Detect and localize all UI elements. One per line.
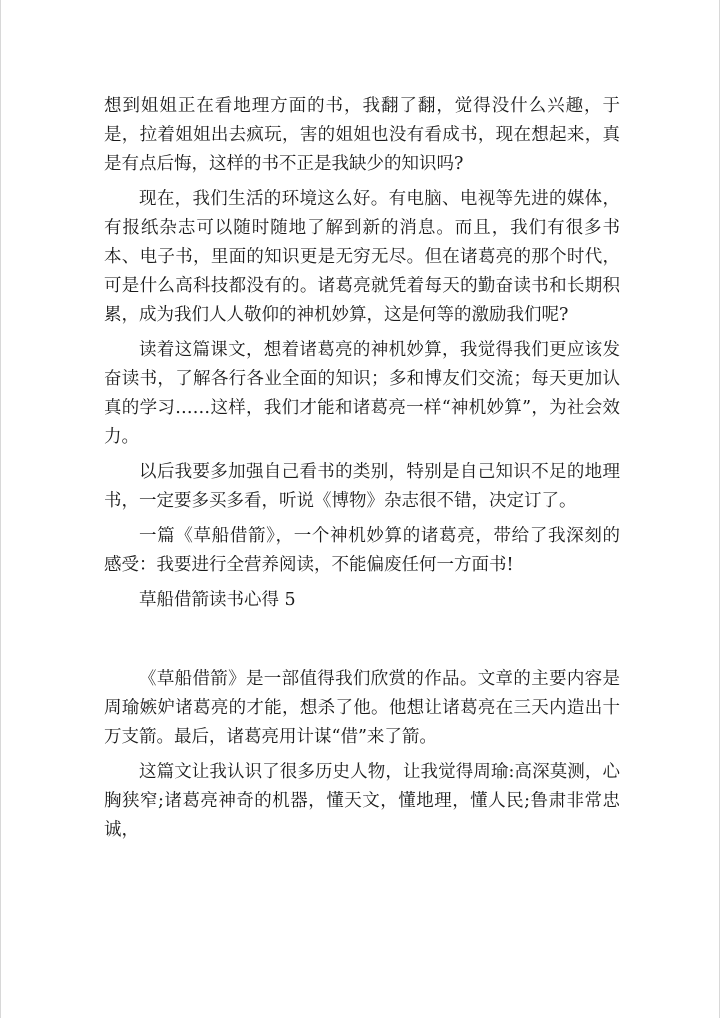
paragraph-2: 现在，我们生活的环境这么好。有电脑、电视等先进的媒体，有报纸杂志可以随时随地了解到新的消息。而且，我们有很多书本、电子书，里面的知识更是无穷无尽。但在诸葛亮的那个时代，可是什么高科技都没有的。诸葛亮就凭着每天的勤奋读书和长期积累，成为我们人人敬仰的神机妙算，这是何等的激励我们呢? (104, 189, 620, 325)
paragraph-7: 这篇文让我认识了很多历史人物，让我觉得周瑜:高深莫测，心胸狭窄;诸葛亮神奇的机器，懂天文，懂地理，懂人民;鲁肃非常忠诚， (104, 762, 620, 840)
section-heading: 草船借箭读书心得 5 (139, 590, 296, 610)
paragraph-4: 以后我要多加强自己看书的类别，特别是自己知识不足的地理书，一定要多买多看，听说《博物》杂志很不错，决定订了。 (104, 462, 620, 511)
paragraph-3: 读着这篇课文，想着诸葛亮的神机妙算，我觉得我们更应该发奋读书，了解各行各业全面的知识；多和博友们交流；每天更加认真的学习……这样，我们才能和诸葛亮一样“神机妙算”，为社会效力。 (104, 340, 620, 447)
paragraph-6: 《草船借箭》是一部值得我们欣赏的作品。文章的主要内容是周瑜嫉妒诸葛亮的才能，想杀了他。他想让诸葛亮在三天内造出十万支箭。最后，诸葛亮用计谋“借”来了箭。 (104, 669, 620, 747)
paragraph-5: 一篇《草船借箭》，一个神机妙算的诸葛亮，带给了我深刻的感受：我要进行全营养阅读，不能偏废任何一方面书! (104, 526, 620, 575)
document-body (104, 92, 620, 851)
paragraph-1: 想到姐姐正在看地理方面的书，我翻了翻，觉得没什么兴趣，于是，拉着姐姐出去疯玩，害的姐姐也没有看成书，现在想起来，真是有点后悔，这样的书不正是我缺少的知识吗? (104, 96, 620, 174)
